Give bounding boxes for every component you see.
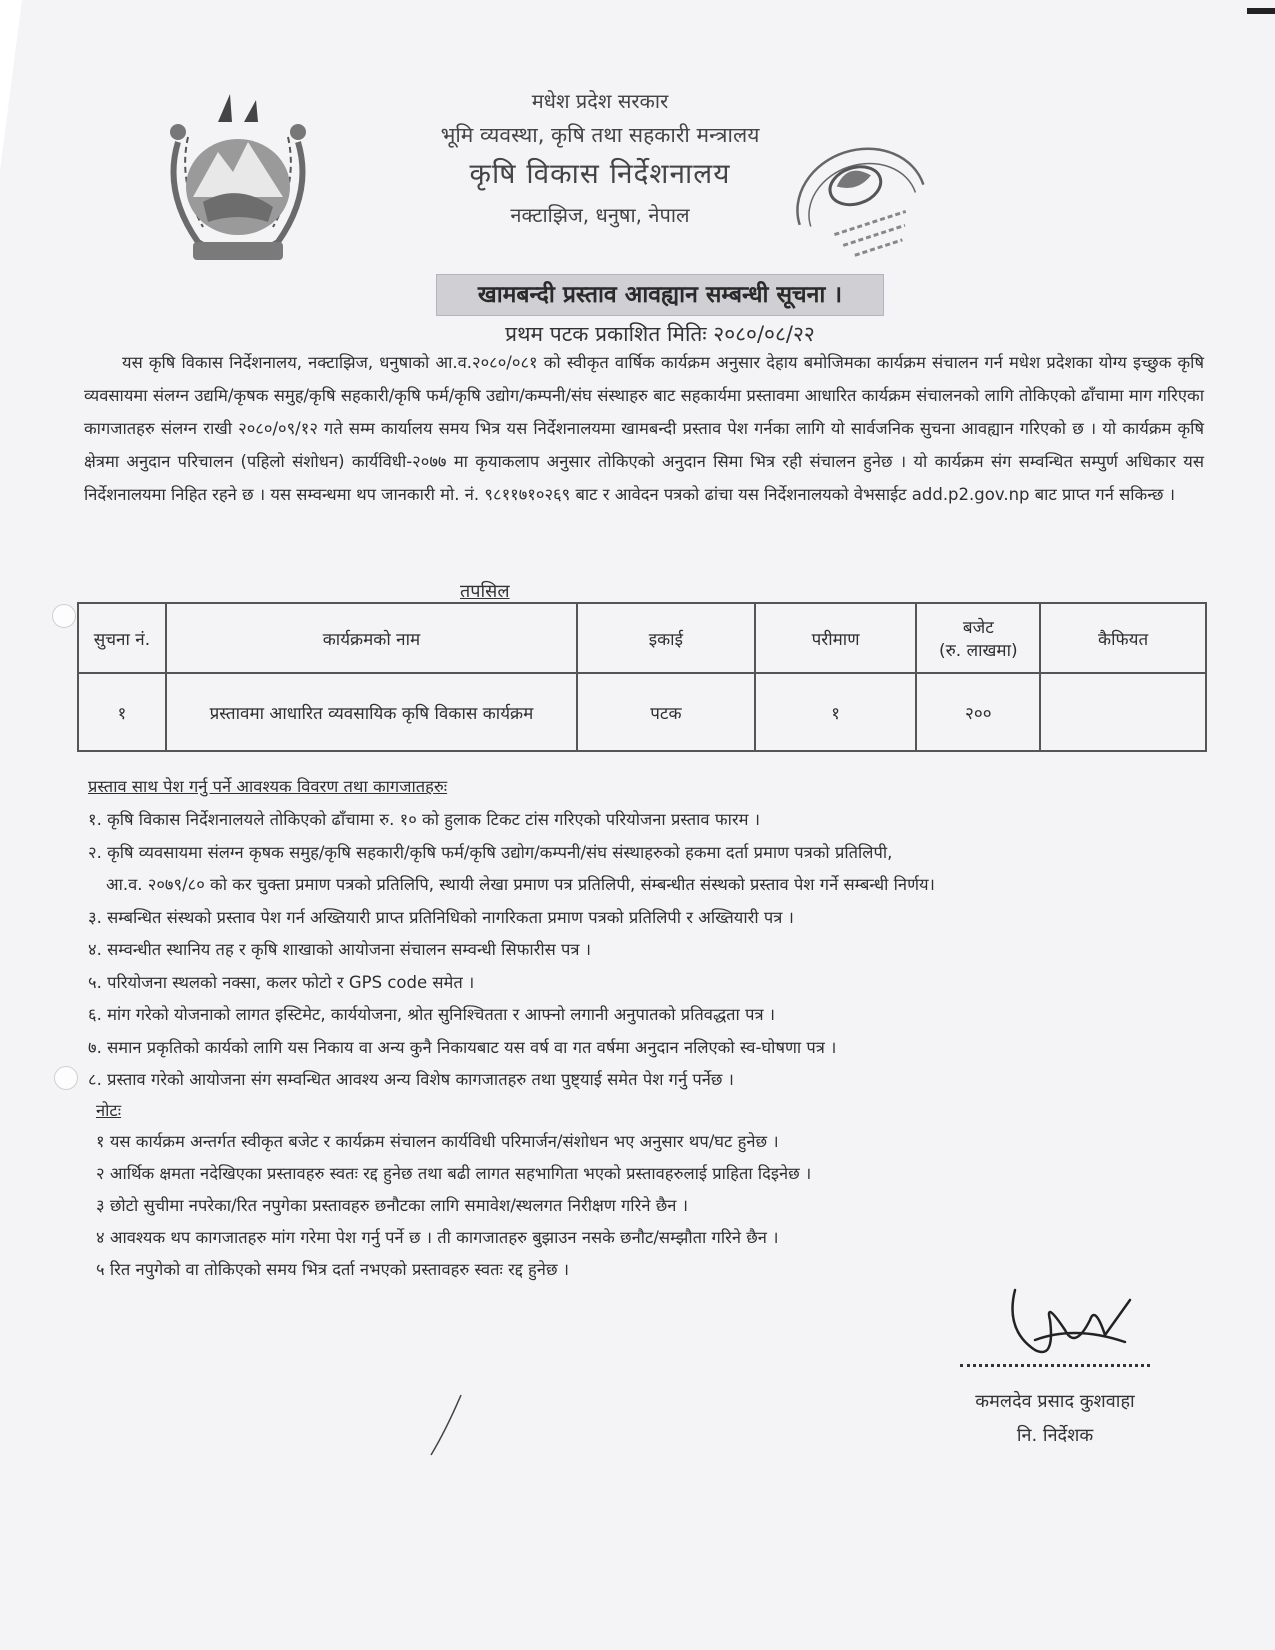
table-row: [78, 673, 1206, 751]
requirements-list: [88, 804, 1228, 1097]
program-table: [77, 602, 1207, 752]
notes-list: [96, 1126, 1196, 1286]
list-item: ४ आवश्यक थप कागजातहरु मांग गरेमा पेश गर्नु पर्ने छ । ती कागजातहरु बुझाउन नसके छनौट/सम्झौता गरिने छैन ।: [96, 1228, 779, 1247]
cell-quantity: १: [755, 673, 917, 751]
nepal-emblem-icon: [158, 82, 318, 272]
list-item: ३ छोटो सुचीमा नपरेका/रित नपुगेका प्रस्तावहरु छनौटका लागि समावेश/स्थलगत निरीक्षण गरिने छैन ।: [96, 1196, 688, 1215]
header-budget-unit: (रु. लाखमा): [938, 641, 1018, 661]
table-caption: तपसिल: [460, 581, 510, 602]
notice-title: खामबन्दी प्रस्ताव आवह्यान सम्बन्धी सूचना ।: [436, 274, 884, 316]
header-quantity: परीमाण: [755, 603, 917, 673]
list-item: ५ रित नपुगेको वा तोकिएको समय भित्र दर्ता नभएको प्रस्तावहरु स्वतः रद्द हुनेछ ।: [96, 1260, 570, 1279]
cell-remarks: [1040, 673, 1206, 751]
directorate-name: कृषि विकास निर्देशनालय: [469, 157, 731, 190]
punch-hole: [54, 1066, 78, 1090]
signature-line: [960, 1364, 1150, 1367]
header-notice-no: सुचना नं.: [78, 603, 166, 673]
cell-notice-no: १: [78, 673, 166, 751]
list-item: २ आर्थिक क्षमता नदेखिएका प्रस्तावहरु स्वतः रद्द हुनेछ तथा बढी लागत सहभागिता भएको प्रस्तावहरुलाई प्राहिता दिइनेछ ।: [96, 1164, 812, 1183]
list-item: ८. प्रस्ताव गरेको आयोजना संग सम्वन्धित आवश्य अन्य विशेष कागजातहरु तथा पुष्ट्याई समेत पेश गर्नु पर्नेछ ।: [88, 1070, 734, 1089]
requirements-heading: प्रस्ताव साथ पेश गर्नु पर्ने आवश्यक विवरण तथा कागजातहरुः: [88, 777, 448, 796]
punch-hole: [52, 604, 76, 628]
government-name: मधेश प्रदेश सरकार: [531, 89, 669, 113]
office-header: [380, 84, 820, 234]
office-address: नक्टाझिज, धनुषा, नेपाल: [510, 203, 690, 227]
header-program-name: कार्यक्रमको नाम: [166, 603, 577, 673]
header-budget: [916, 603, 1040, 673]
list-item: १ यस कार्यक्रम अन्तर्गत स्वीकृत बजेट र कार्यक्रम संचालन कार्यविधी परिमार्जन/संशोधन भए अनुसार थप/घट हुनेछ ।: [96, 1132, 779, 1151]
list-item: १. कृषि विकास निर्देशनालयले तोकिएको ढाँचामा रु. १० को हुलाक टिकट टांस गरिएको परियोजना प्रस्ताव फारम ।: [88, 810, 760, 829]
list-item: ६. मांग गरेको योजनाको लागत इस्टिमेट, कार्ययोजना, श्रोत सुनिश्चितता र आफ्नो लगानी अनुपातको प्रतिवद्धता पत्र ।: [88, 1005, 776, 1024]
list-item: ५. परियोजना स्थलको नक्सा, कलर फोटो र GPS code समेत ।: [88, 972, 475, 992]
list-item: आ.व. २०७९/८० को कर चुक्ता प्रमाण पत्रको प्रतिलिपि, स्थायी लेखा प्रमाण पत्र प्रतिलिपी, संम्बन्धीत संस्थको प्रस्ताव पेश गर्ने सम्बन्धी निर्णय।: [106, 875, 935, 894]
notes-heading: नोटः: [96, 1101, 122, 1120]
ministry-name: भूमि व्यवस्था, कृषि तथा सहकारी मन्त्रालय: [440, 123, 760, 147]
signatory-title: नि. निर्देशक: [1016, 1425, 1094, 1446]
cell-unit: पटक: [577, 673, 755, 751]
notice-body: यस कृषि विकास निर्देशनालय, नक्टाझिज, धनुषाको आ.व.२०८०/०८१ को स्वीकृत वार्षिक कार्यक्रम अनुसार देहाय बमोजिमका कार्यक्रम संचालन गर्न मधेश प्रदेशका योग्य इच्छुक कृषि व्यवसायमा संलग्न उद्यमि/कृषक समुह/कृषि सहकारी/कृषि फर्म/कृषि उद्योग/कम्पनी/संघ संस्थाहरु बाट सहकार्यमा प्रस्तावमा आधारित कार्यक्रम संचालनको लागि तोकिएको ढाँचामा माग गरिएका कागजातहरु संलग्न राखी २०८०/०९/१२ गते सम्म कार्यालय समय भित्र यस निर्देशनालयमा खामबन्दी प्रस्ताव पेश गर्नका लागि यो सार्वजनिक सुचना आवह्यान गरिएको छ । यो कार्यक्रम कृषि क्षेत्रमा अनुदान परिचालन (पहिलो संशोधन) कार्यविधी-२०७७ मा कृयाकलाप अनुसार तोकिएको अनुदान सिमा भित्र रही संचालन हुनेछ । यो कार्यक्रम संग सम्वन्धित सम्पुर्ण अधिकार यस निर्देशनालयमा निहित रहने छ । यस सम्वन्धमा थप जानकारी मो. नं. ९८११७१०२६९ बाट र आवेदन पत्रको ढांचा यस निर्देशनालयको वेभसाईट add.p2.gov.np बाट प्राप्त गर्न सकिन्छ ।: [84, 353, 1204, 504]
handwritten-signature: [995, 1280, 1135, 1370]
header-unit: इकाई: [577, 603, 755, 673]
list-item: ३. सम्बन्धित संस्थको प्रस्ताव पेश गर्न अख्तियारी प्राप्त प्रतिनिधिको नागरिकता प्रमाण पत्रको प्रतिलिपी र अख्तियारी पत्र ।: [88, 907, 794, 927]
table-header-row: [78, 603, 1206, 673]
list-item: २. कृषि व्यवसायमा संलग्न कृषक समुह/कृषि सहकारी/कृषि फर्म/कृषि उद्योग/कम्पनी/संघ संस्थाहरुको हकमा दर्ता प्रमाण पत्रको प्रतिलिपी,: [88, 842, 893, 862]
office-stamp: [780, 130, 940, 270]
stray-pen-mark: [426, 1390, 466, 1460]
signatory-name: कमलदेव प्रसाद कुशवाहा: [975, 1391, 1135, 1412]
list-item: ७. समान प्रकृतिको कार्यको लागि यस निकाय वा अन्य कुनै निकायबाट यस वर्ष वा गत वर्षमा अनुदान नलिएको स्व-घोषणा पत्र ।: [88, 1037, 837, 1057]
cell-budget: २००: [916, 673, 1040, 751]
cell-program-name: प्रस्तावमा आधारित व्यवसायिक कृषि विकास कार्यक्रम: [166, 673, 577, 751]
header-budget-label: बजेट: [962, 618, 994, 638]
requirements-section: [88, 772, 1228, 1097]
folded-corner: [0, 0, 22, 170]
header-remarks: कैफियत: [1040, 603, 1206, 673]
scan-edge-mark: [1247, 8, 1275, 14]
notes-section: [96, 1096, 1196, 1286]
list-item: ४. सम्वन्धीत स्थानिय तह र कृषि शाखाको आयोजना संचालन सम्वन्धी सिफारीस पत्र ।: [88, 940, 592, 959]
published-date: प्रथम पटक प्रकाशित मितिः २०८०/०८/२२: [505, 322, 815, 346]
